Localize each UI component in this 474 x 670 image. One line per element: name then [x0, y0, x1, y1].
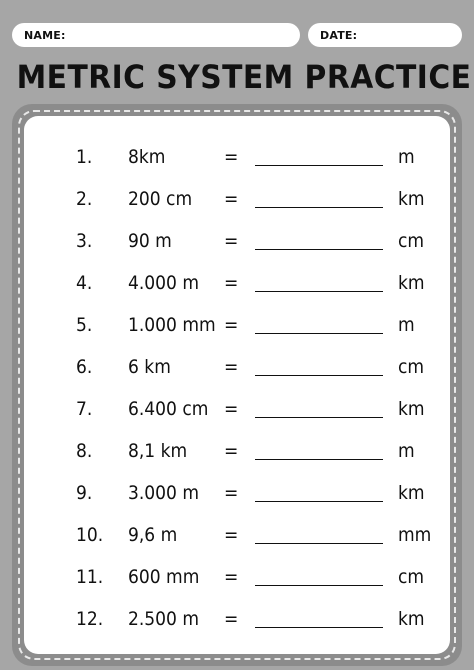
target-unit: m — [398, 440, 415, 462]
target-unit: cm — [398, 566, 425, 588]
problem-number: 4. — [76, 272, 93, 294]
answer-line[interactable] — [255, 207, 383, 208]
problem-value: 200 cm — [128, 188, 193, 210]
problem-value: 8,1 km — [128, 440, 188, 462]
problem-value: 6 km — [128, 356, 171, 378]
problem-value: 6.400 cm — [128, 398, 209, 420]
answer-line[interactable] — [255, 249, 383, 250]
equals-sign: = — [224, 398, 239, 420]
problem-row — [24, 520, 450, 550]
problem-row — [24, 604, 450, 634]
problem-number: 9. — [76, 482, 93, 504]
equals-sign: = — [224, 314, 239, 336]
target-unit: cm — [398, 230, 425, 252]
answer-line[interactable] — [255, 333, 383, 334]
answer-line[interactable] — [255, 627, 383, 628]
problem-number: 5. — [76, 314, 93, 336]
problem-row — [24, 268, 450, 298]
problem-row — [24, 436, 450, 466]
problem-row — [24, 310, 450, 340]
problem-number: 7. — [76, 398, 93, 420]
name-label: NAME: — [24, 28, 66, 42]
target-unit: km — [398, 188, 425, 210]
equals-sign: = — [224, 566, 239, 588]
problem-row — [24, 184, 450, 214]
target-unit: mm — [398, 524, 432, 546]
problem-row — [24, 478, 450, 508]
problem-number: 3. — [76, 230, 93, 252]
answer-line[interactable] — [255, 375, 383, 376]
answer-line[interactable] — [255, 543, 383, 544]
problem-value: 4.000 m — [128, 272, 199, 294]
answer-line[interactable] — [255, 291, 383, 292]
date-field[interactable] — [308, 23, 462, 47]
problems-sheet — [24, 116, 450, 654]
target-unit: m — [398, 314, 415, 336]
equals-sign: = — [224, 272, 239, 294]
target-unit: km — [398, 398, 425, 420]
equals-sign: = — [224, 524, 239, 546]
problem-number: 10. — [76, 524, 104, 546]
problem-number: 11. — [76, 566, 104, 588]
problem-value: 90 m — [128, 230, 172, 252]
problem-row — [24, 562, 450, 592]
answer-line[interactable] — [255, 417, 383, 418]
equals-sign: = — [224, 356, 239, 378]
date-label: DATE: — [320, 28, 358, 42]
name-field[interactable] — [12, 23, 300, 47]
answer-line[interactable] — [255, 585, 383, 586]
problem-number: 2. — [76, 188, 93, 210]
equals-sign: = — [224, 146, 239, 168]
problem-value: 3.000 m — [128, 482, 199, 504]
problem-row — [24, 394, 450, 424]
problem-value: 9,6 m — [128, 524, 178, 546]
target-unit: cm — [398, 356, 425, 378]
target-unit: m — [398, 146, 415, 168]
equals-sign: = — [224, 440, 239, 462]
target-unit: km — [398, 608, 425, 630]
problem-value: 2.500 m — [128, 608, 199, 630]
problem-number: 6. — [76, 356, 93, 378]
target-unit: km — [398, 272, 425, 294]
problems-frame — [12, 104, 462, 666]
equals-sign: = — [224, 230, 239, 252]
target-unit: km — [398, 482, 425, 504]
problem-value: 8km — [128, 146, 166, 168]
problem-number: 12. — [76, 608, 104, 630]
equals-sign: = — [224, 188, 239, 210]
answer-line[interactable] — [255, 459, 383, 460]
problem-value: 600 mm — [128, 566, 200, 588]
problem-row — [24, 142, 450, 172]
answer-line[interactable] — [255, 165, 383, 166]
equals-sign: = — [224, 608, 239, 630]
problem-number: 1. — [76, 146, 93, 168]
problem-row — [24, 352, 450, 382]
problem-row — [24, 226, 450, 256]
problem-value: 1.000 mm — [128, 314, 216, 336]
page-title: METRIC SYSTEM PRACTICE — [16, 58, 472, 96]
problem-number: 8. — [76, 440, 93, 462]
equals-sign: = — [224, 482, 239, 504]
answer-line[interactable] — [255, 501, 383, 502]
